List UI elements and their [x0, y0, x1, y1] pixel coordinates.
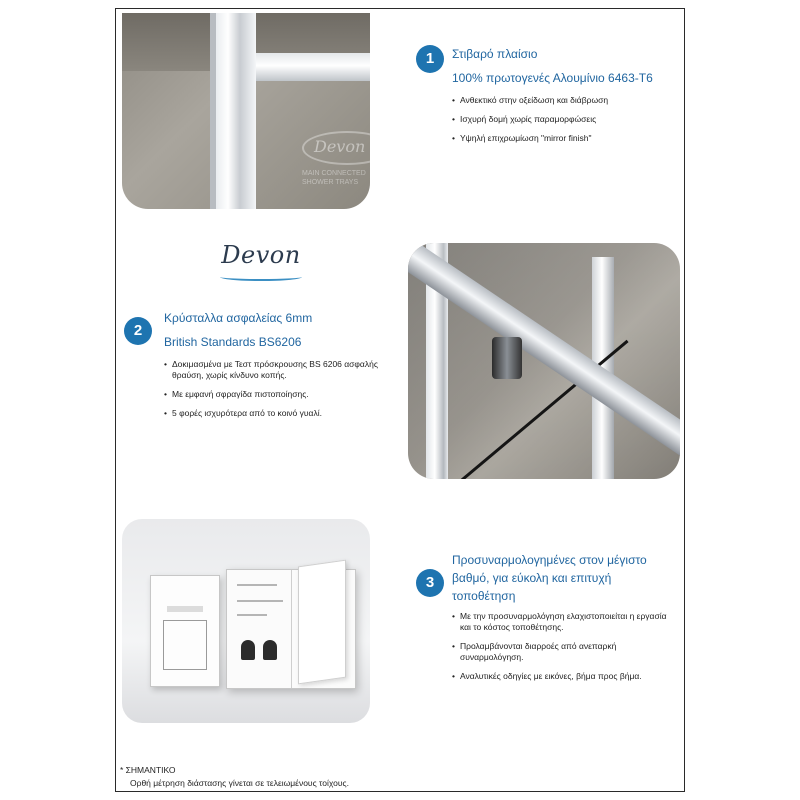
- feature-number-badge: 2: [124, 317, 152, 345]
- feature-glass: [124, 309, 394, 439]
- manual-cover: [150, 575, 220, 687]
- feature-bullet: • Υψηλή επιχρωμίωση "mirror finish": [452, 133, 672, 144]
- aluminium-frame-photo: [122, 13, 370, 209]
- footnote-heading: * ΣΗΜΑΝΤΙΚΟ: [120, 765, 176, 775]
- feature-bullet: • Με την προσυναρμολόγηση ελαχιστοποιείται η εργασία και το κόστος τοποθέτησης.: [452, 611, 676, 633]
- glass-watermark: [302, 169, 366, 187]
- manual-text-line: [237, 584, 277, 586]
- installer-figure-icon: [241, 640, 255, 660]
- feature-subtitle: British Standards BS6206: [164, 335, 302, 349]
- manual-gutter: [291, 570, 292, 688]
- feature-bullet-list: [452, 95, 672, 152]
- feature-bullet: • Ισχυρή δομή χωρίς παραμορφώσεις: [452, 114, 672, 125]
- vertical-frame-rail: [216, 13, 256, 209]
- footnote-text: Ορθή μέτρηση διάστασης γίνεται σε τελειωμένους τοίχους.: [130, 778, 349, 788]
- horizontal-frame-rail: [256, 53, 370, 81]
- instruction-manual-photo: [122, 519, 370, 723]
- safety-glass-photo: [408, 243, 680, 479]
- feature-bullet: • Με εμφανή σφραγίδα πιστοποίησης.: [164, 389, 384, 400]
- feature-frame: [416, 45, 676, 165]
- devon-logo: [216, 241, 306, 285]
- glass-clamp: [492, 337, 522, 379]
- feature-bullet: • Αναλυτικές οδηγίες με εικόνες, βήμα προς βήμα.: [452, 671, 676, 682]
- feature-title: Προσυναρμολογημένες στον μέγιστο βαθμό, για εύκολη και επιτυχή τοποθέτηση: [452, 553, 647, 603]
- glass-logo-text: Devon: [314, 137, 366, 156]
- feature-bullet: • Προλαμβάνονται διαρροές από ανεπαρκή συναρμολόγηση.: [452, 641, 676, 663]
- feature-title: Κρύσταλλα ασφαλείας 6mm: [164, 311, 313, 325]
- important-footnote: [120, 764, 440, 790]
- feature-bullet: • Ανθεκτικό στην οξείδωση και διάβρωση: [452, 95, 672, 106]
- feature-bullet-list: [164, 359, 384, 427]
- devon-logo-swoosh: [220, 273, 302, 281]
- feature-preassembled: [416, 551, 678, 711]
- feature-title: Στιβαρό πλαίσιο: [452, 47, 538, 61]
- glass-watermark-line2: SHOWER TRAYS: [302, 179, 359, 186]
- product-sheet: [115, 8, 685, 792]
- manual-turning-page: [298, 560, 346, 685]
- glass-watermark-line1: MAIN CONNECTED: [302, 170, 366, 177]
- manual-cover-enclosure-drawing: [163, 620, 207, 670]
- feature-number-badge: 3: [416, 569, 444, 597]
- feature-bullet: • Δοκιμασμένα με Τεστ πρόσκρουσης BS 6206 ασφαλής θραύση, χωρίς κίνδυνο κοπής.: [164, 359, 384, 381]
- manual-text-line: [237, 614, 267, 616]
- devon-logo-text: Devon: [221, 241, 301, 269]
- manual-cover-label: [167, 606, 203, 612]
- installer-figure-icon: [263, 640, 277, 660]
- feature-number-badge: 1: [416, 45, 444, 73]
- feature-bullet-list: [452, 611, 676, 690]
- feature-bullet: • 5 φορές ισχυρότερα από το κοινό γυαλί.: [164, 408, 384, 419]
- feature-subtitle: 100% πρωτογενές Αλουμίνιο 6463-T6: [452, 71, 653, 85]
- manual-text-line: [237, 600, 283, 602]
